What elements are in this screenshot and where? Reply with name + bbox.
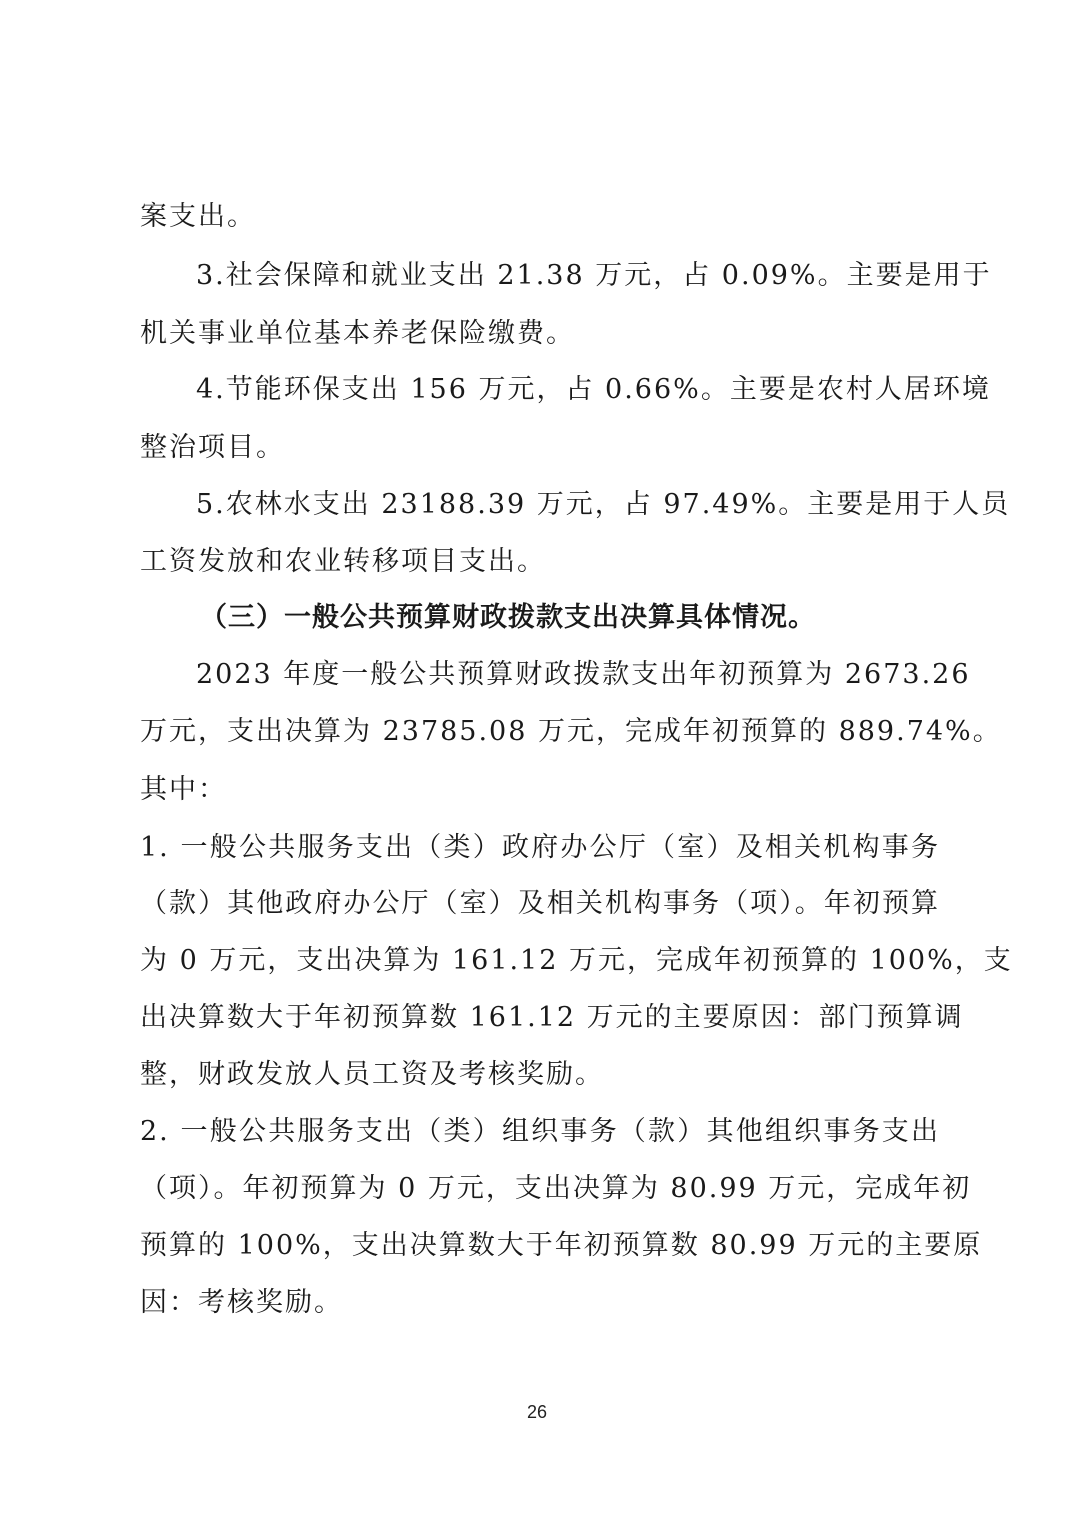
text-line: 2023 年度一般公共预算财政拨款支出年初预算为 2673.26 <box>196 659 971 690</box>
section-heading: （三）一般公共预算财政拨款支出决算具体情况。 <box>200 602 816 633</box>
text-line: 为 0 万元，支出决算为 161.12 万元，完成年初预算的 100%，支 <box>140 945 1013 976</box>
text-line: （款）其他政府办公厅（室）及相关机构事务（项）。年初预算 <box>140 888 940 919</box>
text-line: 1. 一般公共服务支出（类）政府办公厅（室）及相关机构事务 <box>140 832 940 863</box>
text-line: 5.农林水支出 23188.39 万元，占 97.49%。主要是用于人员 <box>196 489 1011 520</box>
text-line: 其中： <box>140 774 227 805</box>
text-line: 万元，支出决算为 23785.08 万元，完成年初预算的 889.74%。 <box>140 716 1002 747</box>
text-line: 整治项目。 <box>140 432 285 463</box>
text-line: 预算的 100%，支出决算数大于年初预算数 80.99 万元的主要原 <box>140 1230 983 1261</box>
text-line: 案支出。 <box>140 201 256 232</box>
text-line: 因：考核奖励。 <box>140 1287 343 1318</box>
text-line: （项）。年初预算为 0 万元，支出决算为 80.99 万元，完成年初 <box>140 1173 972 1204</box>
text-line: 机关事业单位基本养老保险缴费。 <box>140 318 575 349</box>
page-number: 26 <box>526 1402 548 1422</box>
text-line: 4.节能环保支出 156 万元，占 0.66%。主要是农村人居环境 <box>196 374 991 405</box>
text-line: 2. 一般公共服务支出（类）组织事务（款）其他组织事务支出 <box>140 1116 940 1147</box>
text-line: 工资发放和农业转移项目支出。 <box>140 546 546 577</box>
text-line: 整，财政发放人员工资及考核奖励。 <box>140 1059 604 1090</box>
text-line: 3.社会保障和就业支出 21.38 万元，占 0.09%。主要是用于 <box>196 260 992 291</box>
text-line: 出决算数大于年初预算数 161.12 万元的主要原因：部门预算调 <box>140 1002 964 1033</box>
